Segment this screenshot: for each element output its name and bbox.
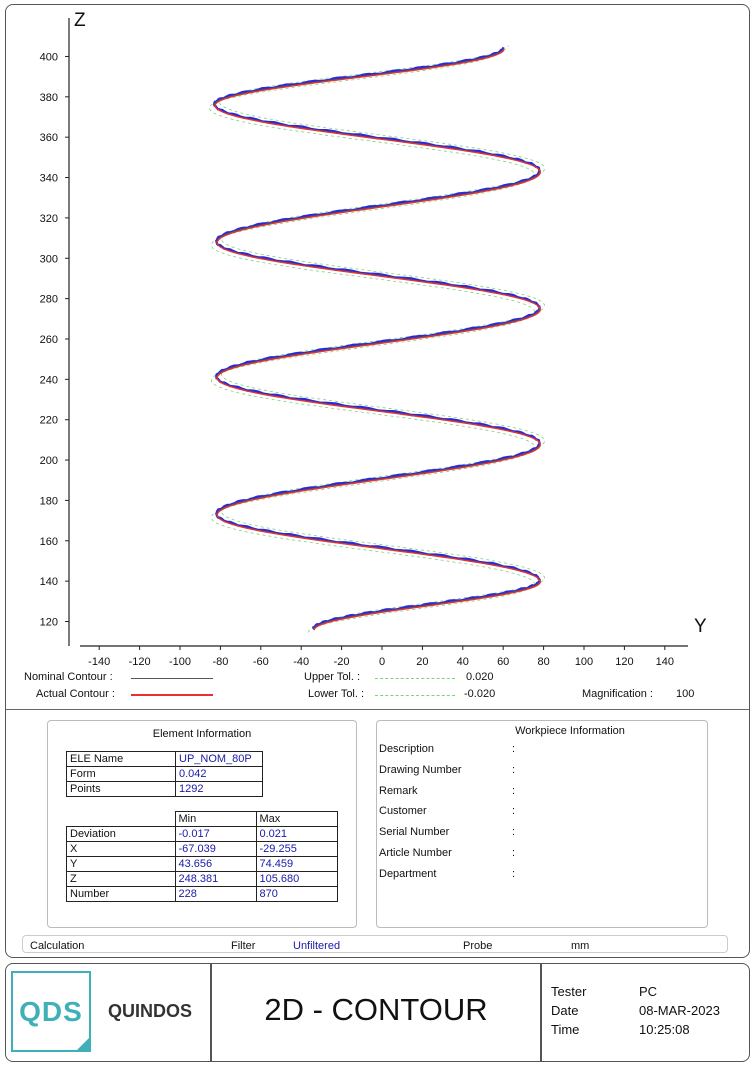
upper-tolerance-line (219, 45, 544, 626)
z-tick-label: 220 (39, 414, 58, 427)
points-label: Points (67, 782, 176, 797)
z-tick-label: 140 (39, 576, 58, 589)
filter-label: Filter (231, 940, 256, 952)
workpiece-info-title: Workpiece Information (515, 725, 625, 737)
x-tick-label: -100 (168, 656, 192, 668)
x-tick-label: 140 (655, 656, 674, 668)
time-label: Time (551, 1022, 580, 1037)
deviation-label: Deviation (67, 827, 176, 842)
z-label: Z (67, 872, 176, 887)
element-summary-table (66, 751, 263, 797)
x-tick-label: -60 (252, 656, 269, 668)
workpiece-field-separator: : (512, 763, 516, 776)
number-max: 870 (256, 887, 337, 902)
workpiece-field-separator: : (512, 743, 516, 755)
table-row (67, 887, 338, 902)
z-tick-label: 280 (39, 293, 58, 306)
z-min: 248.381 (175, 872, 256, 887)
table-row (67, 872, 338, 887)
number-min: 228 (175, 887, 256, 902)
workpiece-field-separator: : (512, 847, 516, 859)
element-stats-table (66, 811, 338, 902)
section-divider (6, 709, 749, 710)
y-max: 74.459 (256, 857, 337, 872)
z-axis-title: Z (74, 10, 86, 31)
table-row (67, 827, 338, 842)
workpiece-field-separator: : (512, 867, 516, 880)
magnification-label: Magnification : (582, 688, 653, 700)
z-tick-label: 320 (39, 212, 58, 225)
table-row (67, 752, 263, 767)
legend-actual-swatch (131, 694, 213, 696)
deviation-min: -0.017 (175, 827, 256, 842)
x-tick-label: 60 (497, 656, 510, 668)
x-tick-label: -120 (128, 656, 151, 668)
legend-actual-label: Actual Contour : (36, 688, 115, 700)
number-label: Number (67, 887, 176, 902)
calculation-label: Calculation (30, 940, 85, 952)
z-tick-label: 200 (39, 455, 58, 468)
z-tick-label: 260 (39, 333, 58, 346)
filter-value: Unfiltered (293, 940, 341, 952)
report-title: 2D - CONTOUR (264, 992, 488, 1027)
workpiece-field-label: Department (379, 867, 437, 880)
workpiece-field-separator: : (512, 826, 516, 839)
workpiece-field-label: Article Number (379, 847, 452, 859)
legend-lower-label: Lower Tol. : (308, 688, 365, 700)
table-row (67, 812, 338, 827)
axes (40, 18, 688, 668)
table-row (67, 767, 263, 782)
workpiece-field-label: Description (379, 743, 435, 755)
z-tick-label: 160 (39, 535, 58, 548)
x-tick-label: 100 (574, 656, 594, 668)
z-tick-label: 180 (39, 495, 58, 508)
stats-corner (67, 812, 176, 827)
legend-upper-value: 0.020 (466, 671, 494, 683)
tester-value: PC (639, 984, 658, 999)
z-tick-label: 240 (39, 374, 58, 387)
form-label: Form (67, 767, 176, 782)
z-tick-label: 400 (39, 51, 58, 64)
x-tick-label: -140 (88, 656, 111, 668)
qds-logo-corner (75, 1036, 91, 1052)
x-tick-label: -80 (212, 656, 229, 668)
workpiece-field-label: Remark (379, 784, 418, 797)
unit-label: mm (571, 940, 590, 952)
ele-name-label: ELE Name (67, 752, 176, 767)
x-tick-label: -40 (293, 656, 310, 668)
z-max: 105.680 (256, 872, 337, 887)
points-value: 1292 (176, 782, 263, 797)
y-label: Y (67, 857, 176, 872)
table-row (67, 782, 263, 797)
x-tick-label: 40 (456, 656, 469, 668)
legend-lower-value: -0.020 (464, 688, 496, 700)
stats-min-header: Min (175, 812, 256, 827)
legend-lower-swatch (375, 695, 455, 696)
ele-name-value: UP_NOM_80P (176, 752, 263, 767)
x-tick-label: 80 (537, 656, 550, 668)
x-max: -29.255 (256, 842, 337, 857)
x-min: -67.039 (175, 842, 256, 857)
probe-label: Probe (463, 940, 493, 952)
title-block-divider-2 (540, 964, 542, 1061)
y-axis-title: Y (694, 616, 707, 637)
form-value: 0.042 (176, 767, 263, 782)
element-info-title: Element Information (152, 728, 252, 740)
table-row (67, 842, 338, 857)
legend-nominal-swatch (131, 678, 213, 679)
date-label: Date (551, 1003, 579, 1018)
x-tick-label: 120 (615, 656, 634, 668)
qds-logo-text: QDS (19, 996, 83, 1027)
z-tick-label: 340 (39, 172, 58, 185)
z-tick-label: 120 (39, 616, 58, 629)
x-label: X (67, 842, 176, 857)
workpiece-field-label: Drawing Number (379, 763, 462, 776)
tester-label: Tester (551, 984, 587, 999)
z-tick-label: 300 (39, 253, 58, 266)
z-tick-label: 380 (39, 91, 58, 104)
nominal-contour-line (214, 48, 539, 629)
x-tick-label: -20 (333, 656, 350, 668)
contour-curves (209, 45, 544, 632)
deviation-max: 0.021 (256, 827, 337, 842)
workpiece-field-separator: : (512, 805, 516, 818)
calculation-bar (22, 935, 728, 953)
quindos-brand: QUINDOS (108, 1001, 193, 1021)
x-tick-label: 20 (416, 656, 429, 668)
workpiece-field-label: Customer (379, 805, 427, 818)
z-tick-label: 360 (39, 132, 58, 145)
workpiece-field-separator: : (512, 784, 516, 797)
y-min: 43.656 (175, 857, 256, 872)
workpiece-field-label: Serial Number (379, 826, 450, 839)
legend-nominal-label: Nominal Contour : (24, 671, 113, 683)
legend-upper-swatch (375, 678, 455, 679)
date-value: 08-MAR-2023 (639, 1003, 720, 1018)
qds-logo (11, 971, 91, 1052)
actual-contour-line (215, 49, 540, 630)
x-tick-label: 0 (378, 656, 386, 668)
time-value: 10:25:08 (639, 1022, 690, 1037)
table-row (67, 857, 338, 872)
legend-upper-label: Upper Tol. : (304, 671, 361, 683)
stats-max-header: Max (256, 812, 337, 827)
magnification-value: 100 (676, 688, 695, 700)
